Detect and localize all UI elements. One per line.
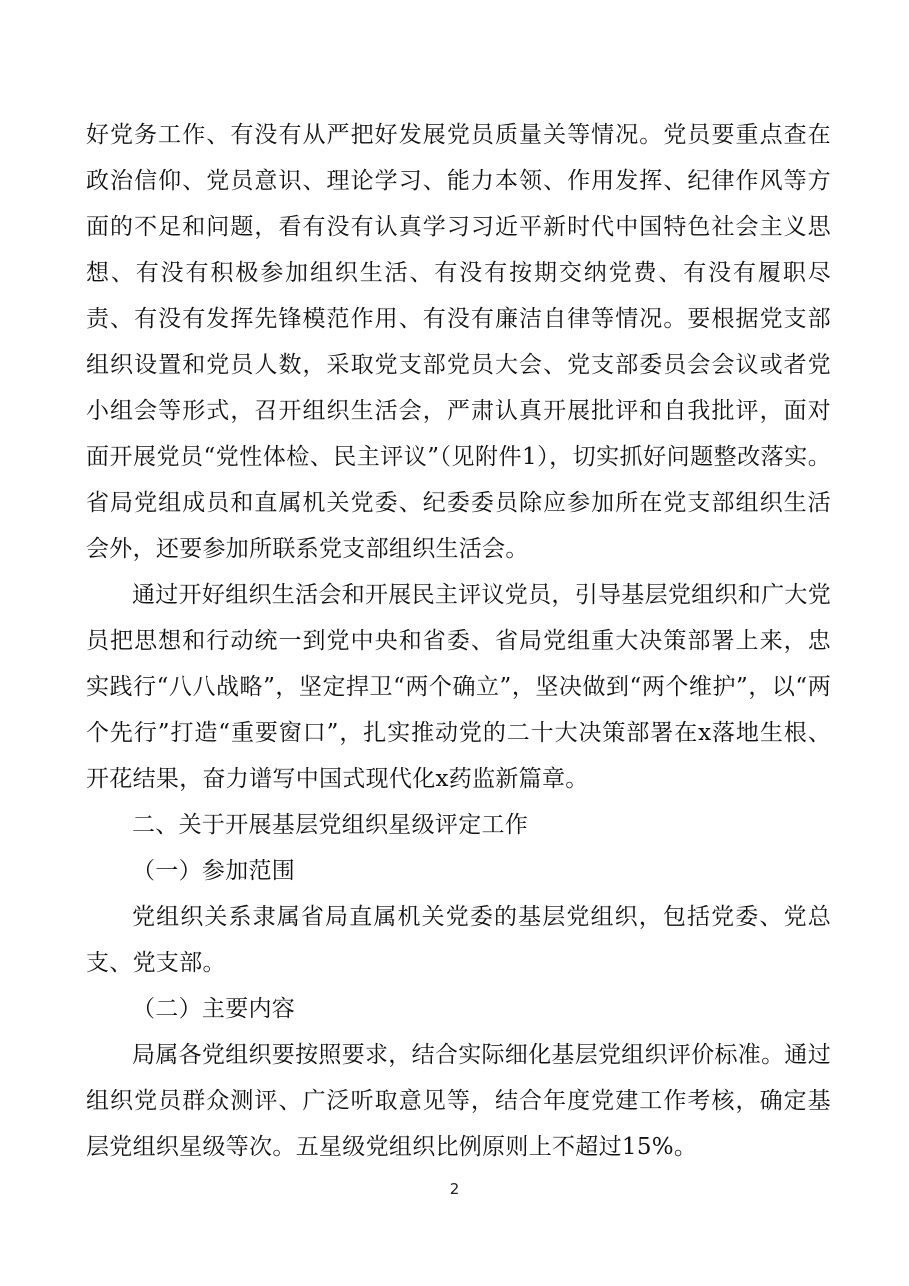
subsection-heading-scope: （一）参加范围 <box>132 858 296 884</box>
subsection-heading-content: （二）主要内容 <box>132 996 296 1022</box>
paragraph-summary: 通过开好组织生活会和开展民主评议党员，引导基层党组织和广大党员把思想和行动统一到党中央和省委、省局党组重大决策部署上来，忠实践行“八八战略”，坚定捍卫“两个确立”，坚决做到“两个维护”，以“两个先行”打造“重要窗口”，扎实推动党的二十大决策部署在x落地生根、开花结果，奋力谱写中国式现代化x药监新篇章。 <box>86 582 831 792</box>
page-number: 2 <box>449 1180 460 1198</box>
section-heading: 二、关于开展基层党组织星级评定工作 <box>132 812 529 838</box>
paragraph-content: 局属各党组织要按照要求，结合实际细化基层党组织评价标准。通过组织党员群众测评、广泛听取意见等，结合年度党建工作考核，确定基层党组织星级等次。五星级党组织比例原则上不超过15%。 <box>86 1042 831 1160</box>
paragraph-scope: 党组织关系隶属省局直属机关党委的基层党组织，包括党委、党总支、党支部。 <box>86 904 831 976</box>
paragraph-continuation: 好党务工作、有没有从严把好发展党员质量关等情况。党员要重点查在政治信仰、党员意识、理论学习、能力本领、作用发挥、纪律作风等方面的不足和问题，看有没有认真学习习近平新时代中国特色社会主义思想、有没有积极参加组织生活、有没有按期交纳党费、有没有履职尽责、有没有发挥先锋模范作用、有没有廉洁自律等情况。要根据党支部组织设置和党员人数，采取党支部党员大会、党支部委员会会议或者党小组会等形式，召开组织生活会，严肃认真开展批评和自我批评，面对面开展党员“党性体检、民主评议”（见附件1），切实抓好问题整改落实。省局党组成员和直属机关党委、纪委委员除应参加所在党支部组织生活会外，还要参加所联系党支部组织生活会。 <box>86 122 831 562</box>
document-body <box>86 112 831 1170</box>
